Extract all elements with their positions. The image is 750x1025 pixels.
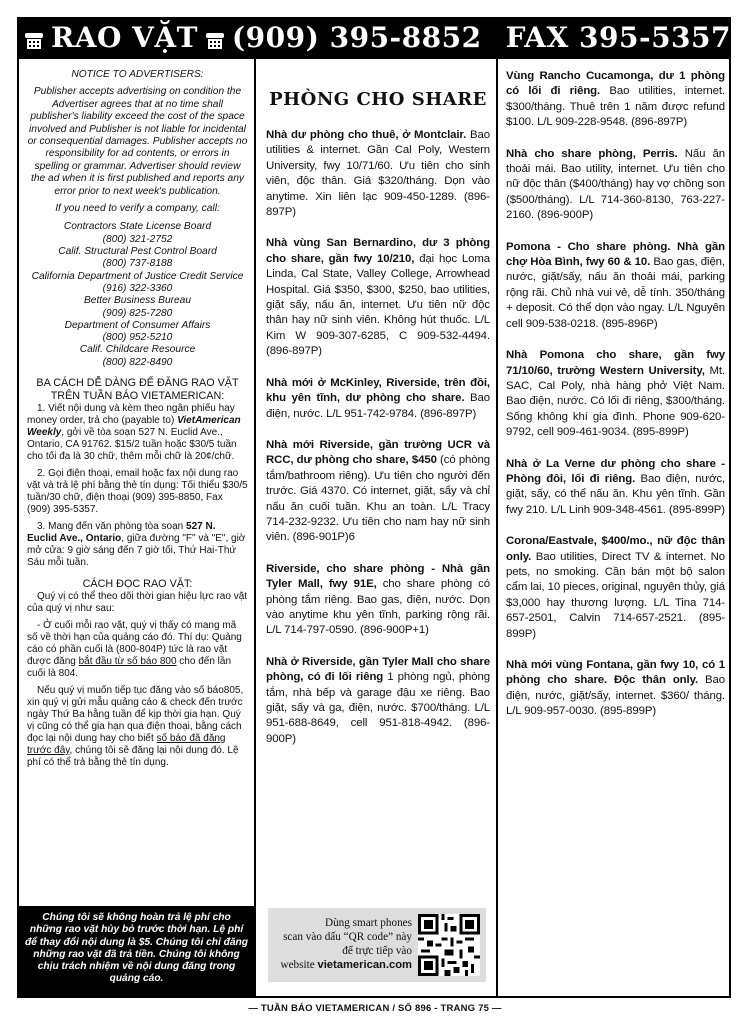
contact-name: Calif. Childcare Resource <box>79 344 196 356</box>
ad-headline: Nhà mới Riverside, gần trường UCR và RCC, dư phòng cho share, $450 <box>266 438 490 467</box>
classified-ad <box>506 69 725 131</box>
howto-step-3: 3. Mang đến văn phòng tòa soạn 527 N. Euclid Ave., Ontario, giữa đường "F" và "E", giờ mở cửa: 9 giờ sáng đến 7 giờ tối, Thứ Hai-Thứ Sáu mỗi tuần. <box>27 521 246 569</box>
classified-ad <box>266 236 490 359</box>
contact-phone: (800) 952-5210 <box>102 332 173 344</box>
contact-name: Department of Consumer Affairs <box>64 319 211 331</box>
qr-text: Dùng smart phones scan vào dấu “QR code” này để trực tiếp vào website vietamerican.com <box>280 917 412 971</box>
ad-body: cho share phòng có phòng tắm riêng. Bao gas, điện, nước. Dọn vào anytime khu yên tĩnh, parking rộng rãi. L/L 714-797-0590. (896-900P+1) <box>266 578 490 637</box>
ad-headline: Nhà mới ở McKinley, Riverside, trên đồi, khu yên tĩnh, dư phòng cho share. <box>266 376 490 405</box>
page-footer: — TUẦN BÁO VIETAMERICAN / SỐ 896 - TRANG 75 — <box>248 1003 502 1014</box>
notice-body: Publisher accepts advertising on condition the Advertiser agrees that at no time shall publisher's liability exceed the cost of the space involved and Publisher is not liable for incidental or consequential damages. Publisher accepts no responsibility for ad contents, or errors in spelling or grammar. Advertiser should review the ad when it is first published and reports any error prior to next week's publication. <box>27 86 248 197</box>
classified-ad <box>266 438 490 546</box>
howto-title: BA CÁCH DỄ DÀNG ĐỂ ĐĂNG RAO VẶT TRÊN TUẦN BÁO VIETAMERICAN: <box>36 377 239 403</box>
info-column <box>19 59 256 996</box>
disclaimer-box: Chúng tôi sẽ không hoàn trả lệ phí cho những rao vặt hủy bỏ trước thời hạn. Lệ phí để thay đổi nội dung là $5. Chúng tôi chỉ đăng những rao vặt đã trả tiền. Chúng tôi không chịu trách nhiệm về nội dung đăng trong quảng cáo. <box>19 906 254 996</box>
reading-title: CÁCH ĐỌC RAO VẶT: <box>82 578 193 591</box>
contacts-list <box>27 221 248 369</box>
reading-p3: Nếu quý vị muốn tiếp tục đăng vào số báo805, xin quý vị gửi mẫu quảng cáo & check đến trước ngày Thứ Ba hằng tuần để kịp thời gia hạn. Quý vị cũng có thể gia hạn qua điện thoại, bằng cách đọc lại nội dung hay cho biết số báo đã đăng trước đây, chúng tôi sẽ đăng lại nội dung đó. Lệ phí có thể trả bằng thẻ tín dụng. <box>27 685 244 769</box>
contact-name: California Department of Justice Credit Service <box>31 270 244 282</box>
verify-text: If you need to verify a company, call: <box>55 203 220 215</box>
classified-ad <box>266 376 490 422</box>
ad-headline: Nhà vùng San Bernardino, dư 3 phòng cho share, gần fwy 10/210, <box>266 237 490 265</box>
section-title: PHÒNG CHO SHARE <box>269 89 487 110</box>
ad-headline: Corona/Eastvale, $400/mo., nữ độc thân only. <box>506 535 725 563</box>
ad-headline: Nhà mới vùng Fontana, gần fwy 10, có 1 phòng cho share. Độc thân only. <box>506 659 725 687</box>
contact-phone: (800) 321-2752 <box>102 233 173 245</box>
ads-column-2 <box>258 59 498 996</box>
contact-phone: (909) 825-7280 <box>102 307 173 319</box>
ad-body: đại học Loma Linda, Cal State, Valley College, Arrowhead Hospital. Giá $350, $300, $250, bao utilities, giặt sấy, nấu ăn, internet. Ưu tiên nữ độc thân hay nữ sinh viên. Không hút thuốc. L/L Kim W 909-307-6285, C 909-532-4494. (896-897P) <box>266 252 490 358</box>
qr-code-icon[interactable] <box>418 914 480 976</box>
ad-body: (có phòng tắm/bathroom riêng). Ưu tiên cho người đến trước. Giá 4370. Có internet, giặt, sấy và chỉ nấu ăn cuối tuần. Khu an toàn. L/L Tracy 714-232-9232. Ưu tiên cho nam hay nữ sinh viên. (896-901P)6 <box>266 454 490 544</box>
notice-block <box>27 69 248 215</box>
ad-headline: Pomona - Cho share phòng. Nhà gần chợ Hòa Bình, fwy 60 & 10. <box>506 240 725 269</box>
howto-step-2: 2. Gọi điện thoại, email hoặc fax nội dung rao vặt và trả lệ phí bằng thẻ tín dụng: Tối thiểu $30/5 tuần/30 chữ, điện thoại (909) 395-8850, Fax (909) 395-5357. <box>27 468 248 516</box>
contact-name: Calif. Structural Pest Control Board <box>58 246 217 258</box>
ad-headline: Nhà dư phòng cho thuê, ở Montclair. <box>266 129 467 141</box>
ad-body: Mt. SAC, Cal Poly, nhà hàng phở Việt Nam. Bao điện, nước. Có lối đi riêng, $300/tháng. Sống không khí gia đình. Phone 909-620-9792, cell 909-461-9034. (895-899P) <box>506 364 725 439</box>
contact-phone: (800) 737-8188 <box>102 258 173 270</box>
contact-phone: (916) 322-3360 <box>102 282 173 294</box>
qr-promo <box>268 908 486 982</box>
page-header <box>17 17 731 57</box>
reading-p2: - Ở cuối mỗi rao vặt, quý vị thấy có mang mã số về thời hạn của quảng cáo đó. Thí dụ: Quảng cáo có phần cuối là (800-804P) tức là rao vặt được đăng bắt đầu từ số báo 800 cho đến lần cuối là 804. <box>27 620 242 680</box>
reading-p1: Quý vị có thể theo dõi thời gian hiệu lực rao vặt của quý vị như sau: <box>27 591 248 615</box>
ad-headline: Vùng Rancho Cucamonga, dư 1 phòng có lối đi riêng. <box>506 70 725 98</box>
ad-headline: Nhà ở Riverside, gần Tyler Mall cho share phòng, có đi lối riêng <box>266 655 490 684</box>
ad-body: Nấu ăn thoải mái. Bao utility, internet. Ưu tiên cho nữ độc thân ($400/tháng) hay vợ chồng son ($500/tháng). L/L 714-360-8130, 763-227-2160. (896-900P) <box>506 147 725 222</box>
contact-name: Better Business Bureau <box>83 295 192 307</box>
ad-headline: Nhà Pomona cho share, gần fwy 71/10/60, trường Western University, <box>506 349 725 377</box>
classified-ad <box>506 534 725 642</box>
classified-ad <box>266 655 490 747</box>
ads-column-3 <box>500 59 729 996</box>
classified-ad <box>506 658 725 720</box>
phone-icon <box>23 26 45 48</box>
classified-ad <box>506 457 725 519</box>
notice-title: NOTICE TO ADVERTISERS: <box>71 69 204 80</box>
classified-ad <box>506 147 725 224</box>
phone-icon <box>204 26 226 48</box>
classified-ad <box>506 348 725 440</box>
ad-body: Bao utilities, Direct TV & internet. No pets, no smoking. Cần bán một bộ salon cẩm lai, 10 pieces, original, nguyên thủy, giá $3,000 hay thương lượng. L/L Tina 714-657-2501, Calvin 714-657-2521. (895-899P) <box>506 550 725 640</box>
header-title: RAO VẶT <box>51 20 198 54</box>
ad-headline: Riverside, cho share phòng - Nhà gần Tyler Mall, fwy 91E, <box>266 562 490 591</box>
header-phone: (909) 395-8852 <box>231 20 482 54</box>
ad-body: Bao utilities & internet. Gần Cal Poly, Western University, fwy 10/71/60. Ưu tiên cho sinh viên, độc thân. Giá $320/tháng. Dọn vào anytime. Xin liên lạc 909-450-1289. (896-897P) <box>266 129 490 219</box>
website-link[interactable]: vietamerican.com <box>317 958 412 971</box>
ad-body: Bao gas, điện, nước, giặt/sấy, nấu ăn thoải mái, parking rộng rãi. Chủ nhà vui vẻ, dễ tính. 350/tháng + deposit. Có thể dọn vào ngay. L/L Nguyên cell 909-538-0218. (895-896P) <box>506 256 725 330</box>
ad-body: Bao điện, nước, giặt, sấy, có thể nấu ăn. Khu yên tĩnh. Gần fwy 210. L/L Linh 909-348-4561. (895-899P) <box>506 472 726 516</box>
ad-body: Bao điện, nước, giặt/sấy, internet. $360/ tháng. L/L 909-957-0030. (895-899P) <box>506 674 725 718</box>
ad-body: 1 phòng ngủ, phòng tắm, nhà bếp và garage đậu xe riêng. Bao giặt, sấy và ga, điện, nước. $700/tháng. L/L 951-688-8649, cell 951-818-4942. (896-900P) <box>266 671 490 745</box>
ad-body: Bao utilities, internet. $300/tháng. Thuê trên 1 năm được refund $100. L/L 909-228-9548. (896-897P) <box>506 85 725 129</box>
contact-name: Contractors State License Board <box>63 221 212 233</box>
classified-ad <box>506 240 725 332</box>
header-fax: FAX 395-5357 <box>505 20 731 54</box>
ad-headline: Nhà cho share phòng, Perris. <box>506 147 678 160</box>
contact-phone: (800) 822-8490 <box>102 356 173 368</box>
classified-ad <box>266 128 490 220</box>
ad-body: Bao điện, nước. L/L 951-742-9784. (896-897P) <box>266 392 490 420</box>
classified-ad <box>266 562 490 639</box>
classifieds-frame <box>17 57 731 998</box>
howto-step-1: 1. Viết nội dung và kèm theo ngân phiếu hay money order, trả cho (payable to) VietAmerican Weekly, gởi về tòa soạn 527 N. Euclid Ave., Ontario, CA 91762. $15/2 tuần hoặc $30/5 tuần cho tối đa là 30 chữ, thêm mỗi chữ là 20¢/chữ. <box>27 403 241 463</box>
ad-headline: Nhà ở La Verne dư phòng cho share - Phòng đôi, lối đi riêng. <box>506 457 725 485</box>
